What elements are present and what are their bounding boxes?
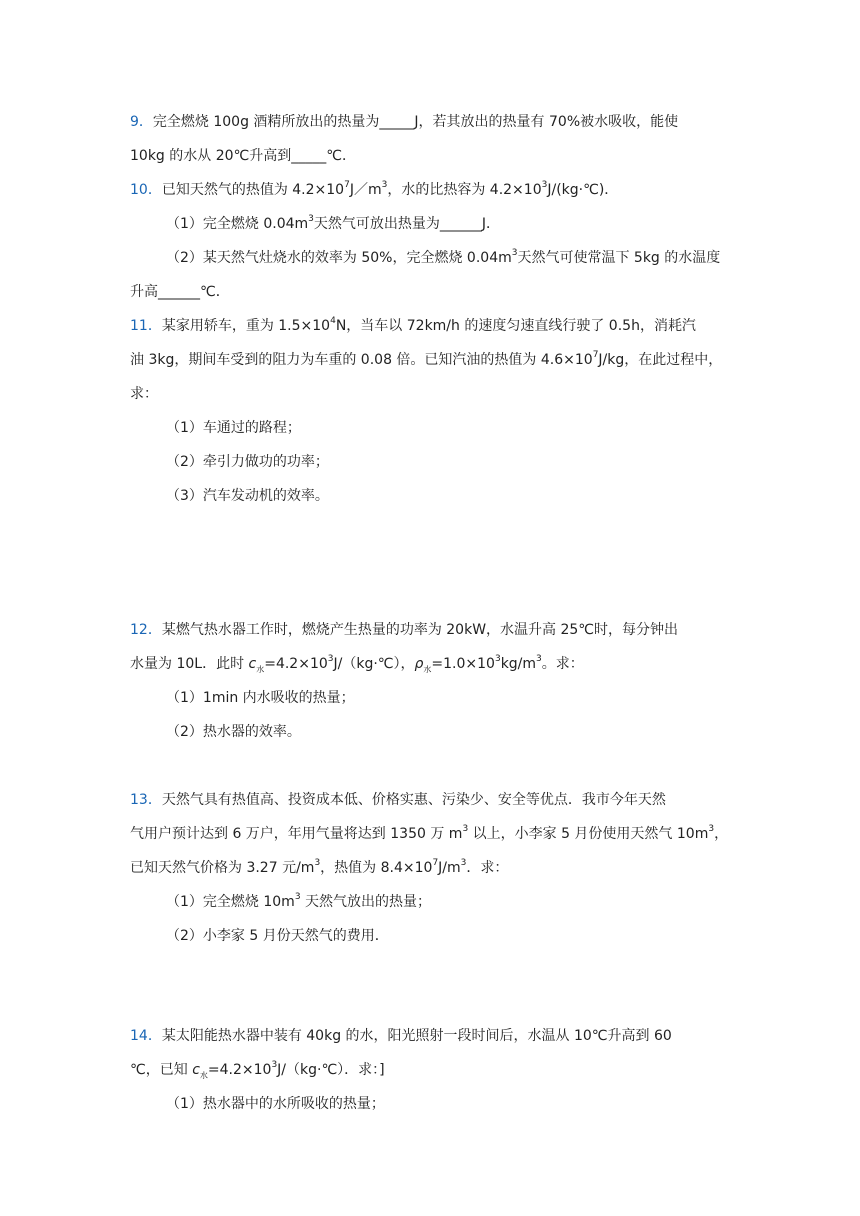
q11-part-2: [166, 452, 329, 472]
q11-p2: （2）牵引力做功的功率；: [166, 454, 329, 470]
q12-c-symbol: c: [248, 656, 257, 672]
q11-l3: 求：: [130, 386, 158, 402]
q14-l2-d: J/（kg·℃）．求：]: [277, 1062, 385, 1078]
q14-number: 14．: [130, 1028, 162, 1044]
q13-l2-a: 气用户预计达到 6 万户，年用气量将达到 1350 万 m: [130, 826, 463, 842]
q13-l3-exp-2: 7: [432, 858, 439, 869]
q10-stem-b: J／m: [349, 182, 382, 198]
q12-number: 12．: [130, 622, 162, 638]
q13-l2-b: 以上，小李家 5 月份使用天然气 10m: [468, 826, 709, 842]
q13-p2: （2）小李家 5 月份天然气的费用．: [166, 928, 389, 944]
q10-part-2: [166, 248, 720, 268]
q12-l2-exp-2: 3: [494, 654, 501, 665]
q13-number: 13．: [130, 792, 162, 808]
q13-line-1: [130, 790, 666, 810]
q14-c-sub: 水: [199, 1070, 208, 1080]
q14-l2-a: ℃，已知: [130, 1062, 193, 1078]
q9-text-2: 10kg 的水从 20℃升高到_____℃．: [130, 148, 356, 164]
q11-line-3: [130, 384, 158, 404]
q13-l2-exp-2: 3: [708, 824, 715, 835]
q9-line-2: [130, 146, 356, 166]
q10-stem-d: J/(kg·℃)．: [547, 182, 619, 198]
q13-line-2: [130, 824, 728, 844]
q10-stem-a: 已知天然气的热值为 4.2×10: [161, 182, 345, 198]
q9-text-1: 完全燃烧 100g 酒精所放出的热量为_____J，若其放出的热量有 70%被水吸收，能使: [152, 114, 679, 130]
q14-l1: 某太阳能热水器中装有 40kg 的水，阳光照射一段时间后，水温从 10℃升高到 60: [161, 1028, 672, 1044]
q12-l2-h: 。求：: [541, 656, 584, 672]
q10-stem-exp-2: 3: [381, 180, 388, 191]
q14-l2-b: =4.2×10: [207, 1062, 272, 1078]
q12-l2-a: 水量为 10L．此时: [130, 656, 249, 672]
q12-part-2: [166, 722, 301, 742]
q10-p2-line-2: 升高______℃．: [130, 284, 230, 300]
q14-p1: （1）热水器中的水所吸收的热量；: [166, 1096, 385, 1112]
q13-l3-d: ．求：: [466, 860, 509, 876]
q13-p1-a: （1）完全燃烧 10m: [166, 894, 295, 910]
q14-l2-exp: 3: [271, 1060, 278, 1071]
q12-line-1: [130, 620, 678, 640]
q12-l2-exp-1: 3: [327, 654, 334, 665]
q10-stem: [130, 180, 618, 200]
q11-l1-a: 某家用轿车，重为 1.5×10: [161, 318, 331, 334]
q13-l3-b: ，热值为 8.4×10: [320, 860, 433, 876]
q12-rho-symbol: ρ: [414, 656, 424, 672]
q11-line-1: [130, 316, 696, 336]
q10-p1-b: 天然气可放出热量为______J．: [313, 216, 501, 232]
q12-line-2: [130, 654, 584, 674]
q10-stem-exp-1: 7: [344, 180, 350, 191]
q11-l2-b: J/kg，在此过程中，: [598, 352, 723, 368]
q13-l1: 天然气具有热值高、投资成本低、价格实惠、污染少、安全等优点．我市今年天然: [161, 792, 666, 808]
q10-p1-a: （1）完全燃烧 0.04m: [166, 216, 309, 232]
q11-p1: （1）车通过的路程；: [166, 420, 301, 436]
q10-stem-c: ，水的比热容为 4.2×10: [387, 182, 542, 198]
q12-l2-b: =4.2×10: [264, 656, 328, 672]
q12-l1: 某燃气热水器工作时，燃烧产生热量的功率为 20kW，水温升高 25℃时，每分钟出: [161, 622, 679, 638]
q10-number: 10．: [130, 182, 162, 198]
q14-c-symbol: c: [192, 1062, 200, 1078]
q9-line-1: [130, 112, 678, 132]
q13-p1-b: 天然气放出的热量；: [300, 894, 431, 910]
q13-part-2: [166, 926, 389, 946]
q12-l2-exp-3: 3: [536, 654, 542, 665]
q9-number: 9．: [130, 114, 153, 130]
q13-l2-exp-1: 3: [462, 824, 469, 835]
q13-l3-exp-3: 3: [460, 858, 467, 869]
q14-line-1: [130, 1026, 672, 1046]
q12-part-1: [166, 688, 355, 708]
q11-line-2: [130, 350, 722, 370]
q14-line-2: [130, 1060, 385, 1080]
q11-number: 11．: [130, 318, 162, 334]
q10-stem-exp-3: 3: [541, 180, 548, 191]
q12-p2: （2）热水器的效率。: [166, 724, 301, 740]
q11-l2-a: 油 3kg，期间车受到的阻力为车重的 0.08 倍。已知汽油的热值为 4.6×10: [130, 352, 593, 368]
q11-p3: （3）汽车发动机的效率。: [166, 488, 329, 504]
q12-c-sub: 水: [256, 664, 265, 674]
q13-l3-exp-1: 3: [314, 858, 321, 869]
q12-l2-d: J/（kg·℃），: [333, 656, 415, 672]
q11-l1-exp: 4: [330, 316, 336, 327]
q11-part-1: [166, 418, 301, 438]
q10-p2-a: （2）某天然气灶烧水的效率为 50%，完全燃烧 0.04m: [166, 250, 512, 266]
q13-l2-c: ，: [714, 826, 729, 842]
q10-p2-exp: 3: [511, 248, 518, 259]
q10-p1-exp: 3: [308, 214, 314, 225]
q12-rho-sub: 水: [423, 664, 432, 674]
q13-l3-c: J/m: [438, 860, 461, 876]
q10-part-2-cont: [130, 282, 230, 302]
q12-l2-f: =1.0×10: [431, 656, 495, 672]
q13-p1-exp: 3: [294, 892, 301, 903]
q12-l2-g: kg/m: [500, 656, 537, 672]
q12-p1: （1）1min 内水吸收的热量；: [166, 690, 355, 706]
q10-p2-b: 天然气可使常温下 5kg 的水温度: [517, 250, 721, 266]
q11-part-3: [166, 486, 329, 506]
q11-l1-b: N，当车以 72km/h 的速度匀速直线行驶了 0.5h，消耗汽: [335, 318, 696, 334]
q13-line-3: [130, 858, 508, 878]
q13-l3-a: 已知天然气价格为 3.27 元/m: [130, 860, 315, 876]
q10-part-1: [166, 214, 500, 234]
q14-part-1: [166, 1094, 385, 1114]
q13-part-1: [166, 892, 431, 912]
q11-l2-exp: 7: [592, 350, 599, 361]
